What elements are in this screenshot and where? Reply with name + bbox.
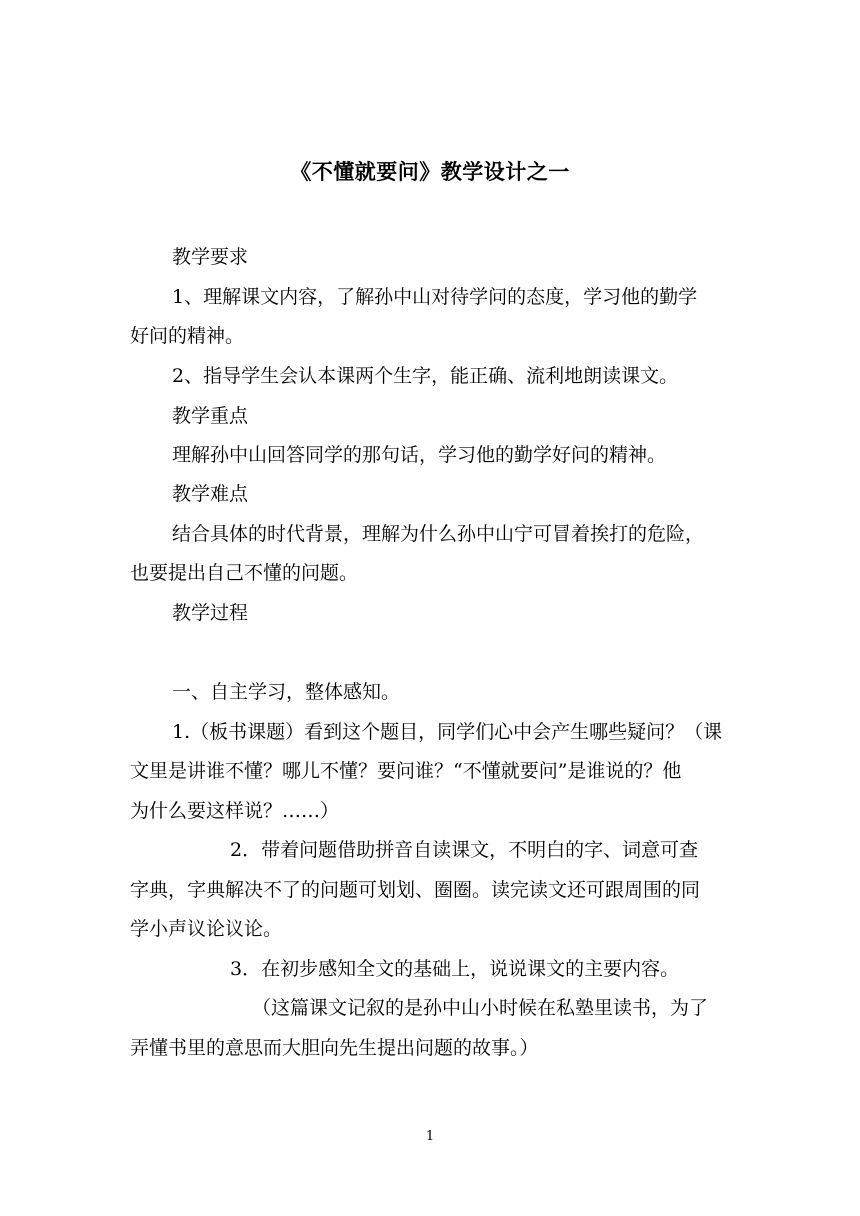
paragraph-line: 3．在初步感知全文的基础上，说说课文的主要内容。 [230,958,680,980]
paragraph-line: 文里是讲谁不懂？哪儿不懂？要问谁？“不懂就要问”是谁说的？他 [130,760,682,782]
page-number: 1 [425,1129,435,1144]
paragraph-line: 2、指导学生会认本课两个生字，能正确、流利地朗读课文。 [172,365,679,387]
paragraph-line: 为什么要这样说？……） [130,800,340,822]
paragraph-line: 字典，字典解决不了的问题可划划、圈圈。读完读文还可跟周围的同 [130,879,701,901]
paragraph-line: 弄懂书里的意思而大胆向先生提出问题的故事。） [130,1037,539,1059]
paragraph-line: 2．带着问题借助拼音自读课文，不明白的字、词意可查 [230,839,699,861]
paragraph-line: 也要提出自己不懂的问题。 [130,562,359,584]
paragraph-line: 学小声议论议论。 [130,918,283,940]
paragraph-line: 理解孙中山回答同学的那句话，学习他的勤学好问的精神。 [172,444,667,466]
paragraph-line: 1.（板书课题）看到这个题目，同学们心中会产生哪些疑问？（课 [172,721,723,743]
paragraph-line: 结合具体的时代背景，理解为什么孙中山宁可冒着挨打的危险， [172,523,705,545]
heading-teaching-requirements: 教学要求 [172,246,249,268]
heading-teaching-difficulty: 教学难点 [172,483,249,505]
section-heading: 一、自主学习，整体感知。 [172,681,401,703]
paragraph-line: 好问的精神。 [130,325,245,347]
heading-teaching-focus: 教学重点 [172,405,249,427]
heading-teaching-process: 教学过程 [172,602,249,624]
document-title: 《不懂就要问》教学设计之一 [290,159,570,184]
paragraph-line: （这篇课文记叙的是孙中山小时候在私塾里读书，为了 [252,997,709,1019]
paragraph-line: 1、理解课文内容，了解孙中山对待学问的态度，学习他的勤学 [172,286,698,308]
